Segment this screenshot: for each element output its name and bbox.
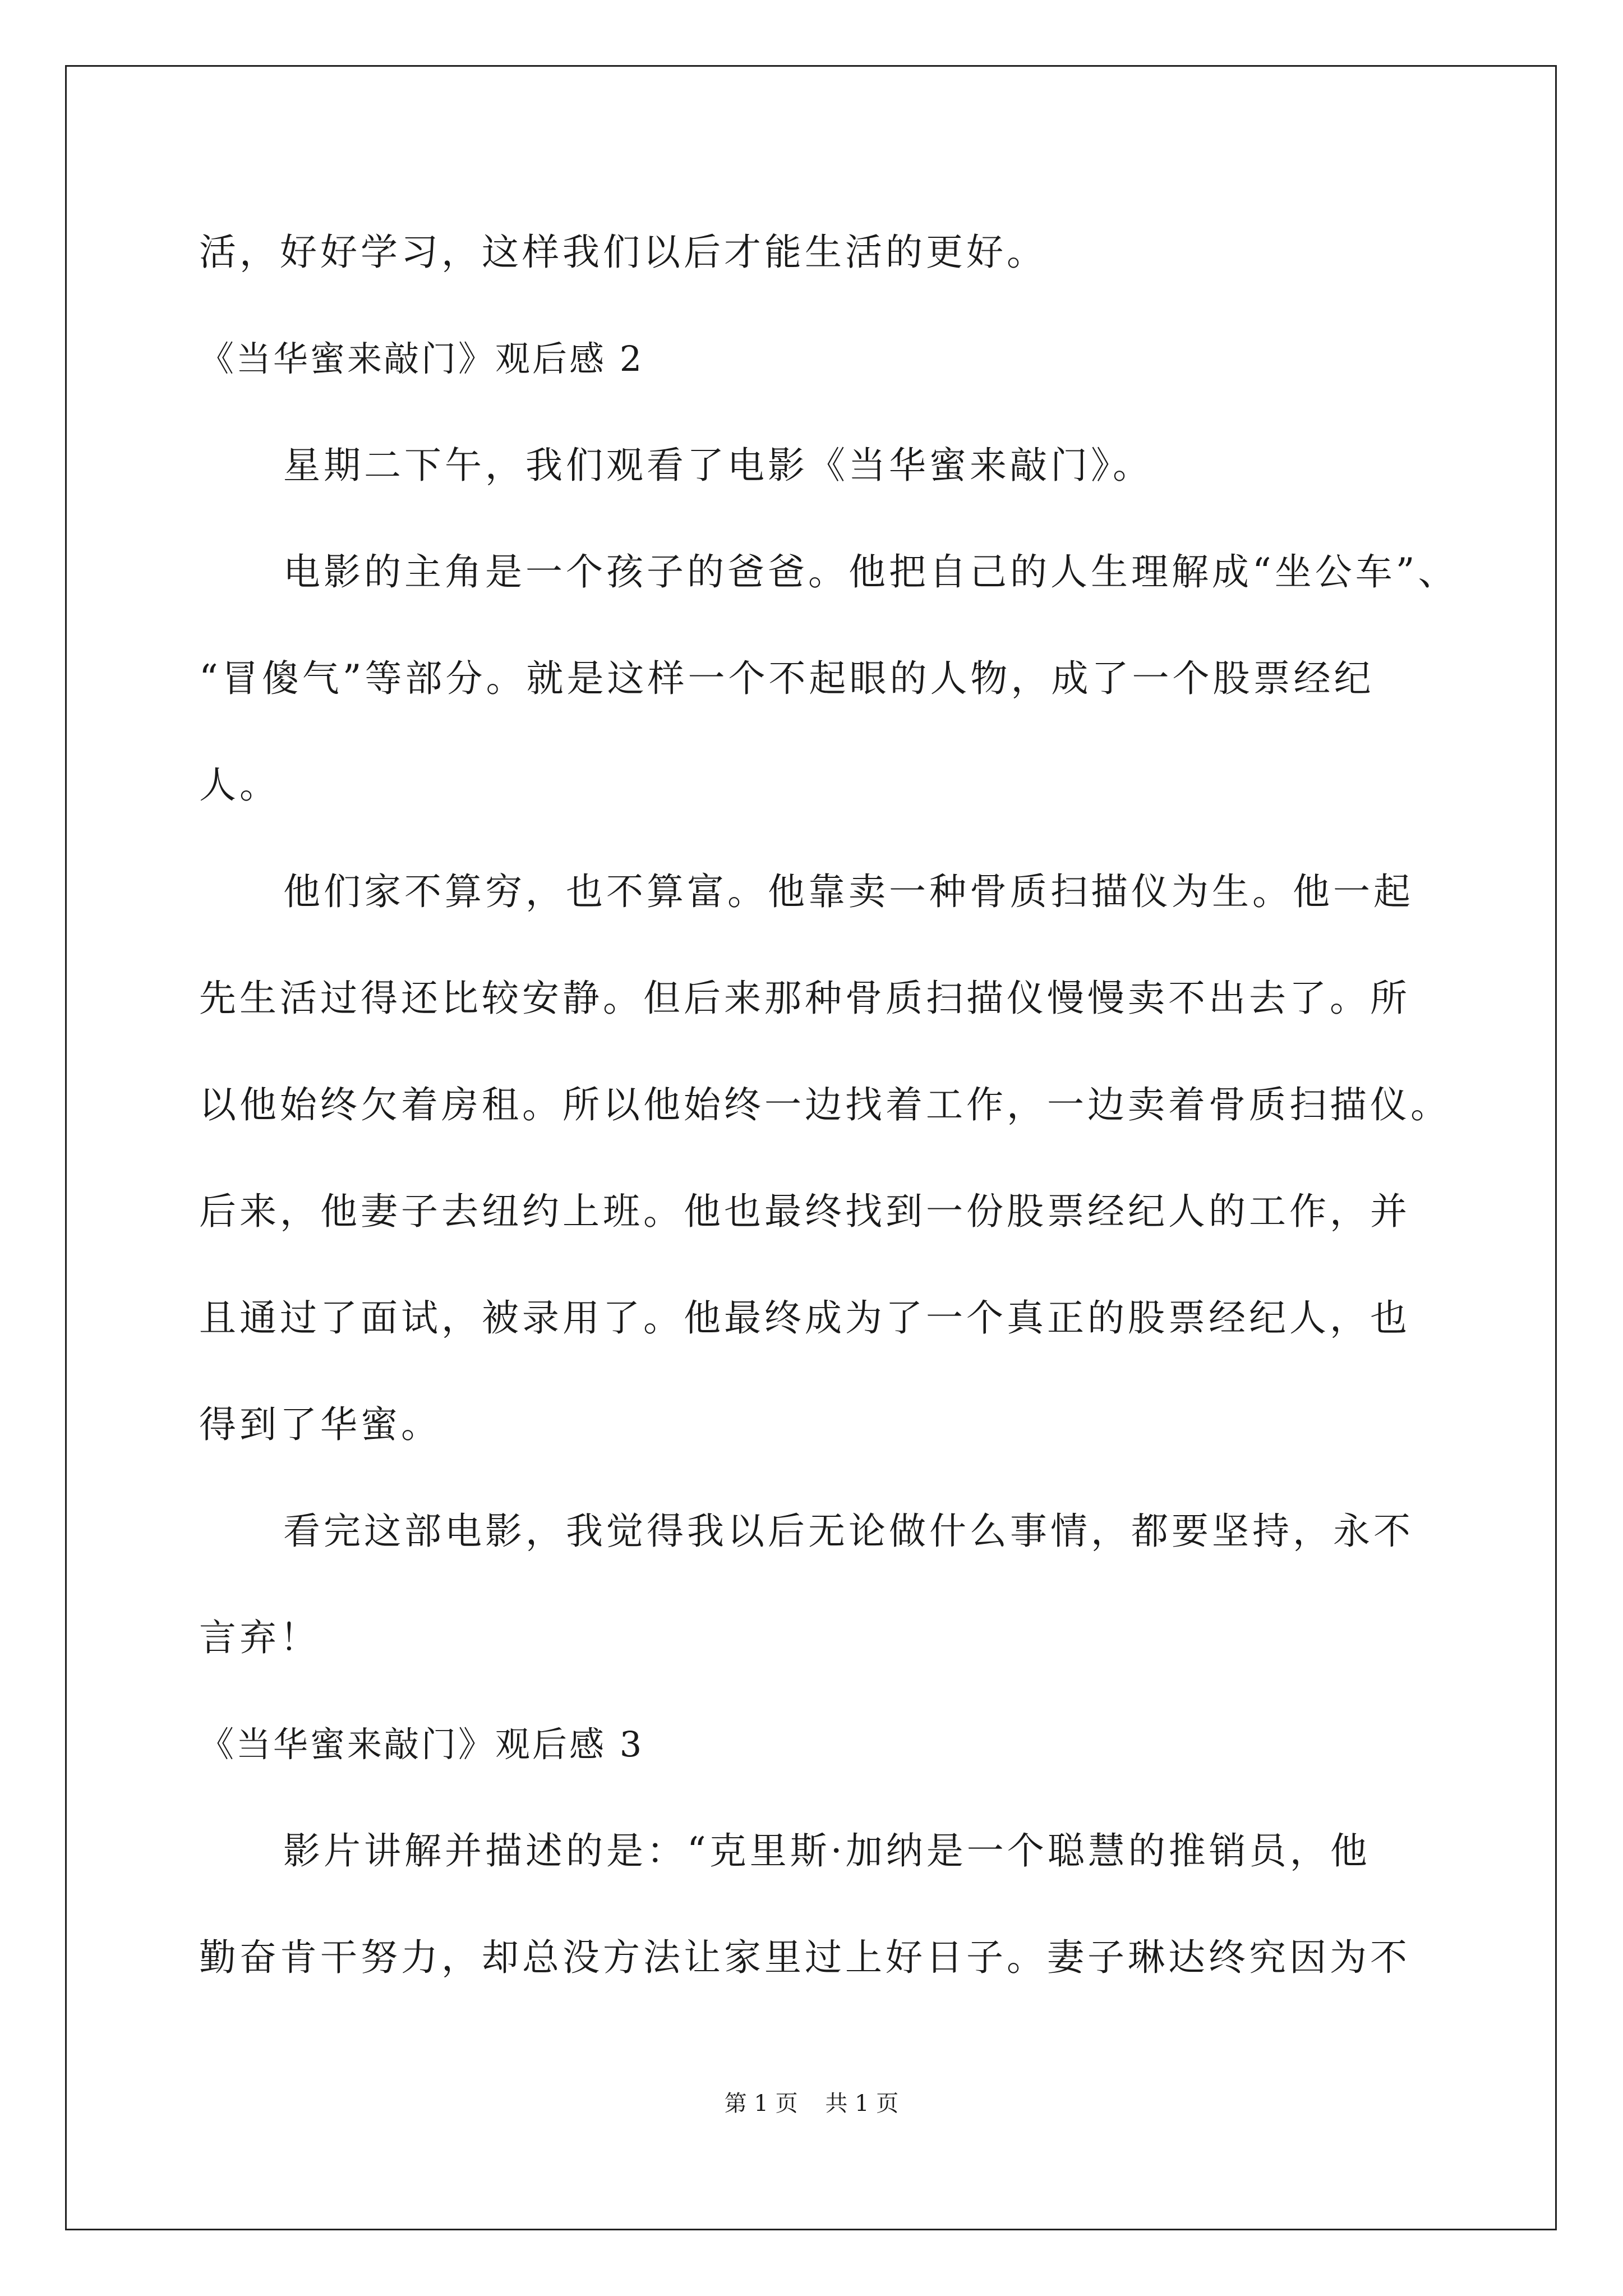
body-line-9: 后来，他妻子去纽约上班。他也最终找到一份股票经纪人的工作，并	[199, 1190, 1410, 1233]
body-line-4: “冒傻气”等部分。就是这样一个不起眼的人物，成了一个股票经纪	[199, 657, 1375, 700]
body-line-5: 人。	[199, 763, 280, 807]
page-total: 共 1 页	[825, 2091, 899, 2116]
body-line-13: 言弃！	[199, 1616, 320, 1659]
body-line-2: 星期二下午，我们观看了电影《当华蜜来敲门》。	[283, 444, 1153, 487]
body-line-14: 影片讲解并描述的是：“克里斯·加纳是一个聪慧的推销员，他	[283, 1829, 1371, 1872]
page-number: 第 1 页	[724, 2091, 798, 2116]
body-line-10: 且通过了面试，被录用了。他最终成为了一个真正的股票经纪人，也	[199, 1296, 1410, 1340]
section-heading-3: 《当华蜜来敲门》观后感 3	[199, 1724, 644, 1765]
body-line-6: 他们家不算穷，也不算富。他靠卖一种骨质扫描仪为生。他一起	[283, 870, 1414, 913]
body-line-3: 电影的主角是一个孩子的爸爸。他把自己的人生理解成“坐公车”、	[283, 550, 1459, 593]
body-line-1: 活，好好学习，这样我们以后才能生活的更好。	[199, 231, 1047, 274]
body-line-7: 先生活过得还比较安静。但后来那种骨质扫描仪慢慢卖不出去了。所	[199, 977, 1410, 1020]
section-heading-2: 《当华蜜来敲门》观后感 2	[199, 338, 644, 379]
body-line-11: 得到了华蜜。	[199, 1403, 441, 1446]
body-line-15: 勤奋肯干努力，却总没方法让家里过上好日子。妻子琳达终究因为不	[199, 1936, 1410, 1979]
body-line-8: 以他始终欠着房租。所以他始终一边找着工作，一边卖着骨质扫描仪。	[199, 1083, 1451, 1126]
page-border	[65, 65, 1557, 2230]
body-line-12: 看完这部电影，我觉得我以后无论做什么事情，都要坚持，永不	[283, 1510, 1414, 1553]
page-footer	[0, 2090, 1623, 2118]
